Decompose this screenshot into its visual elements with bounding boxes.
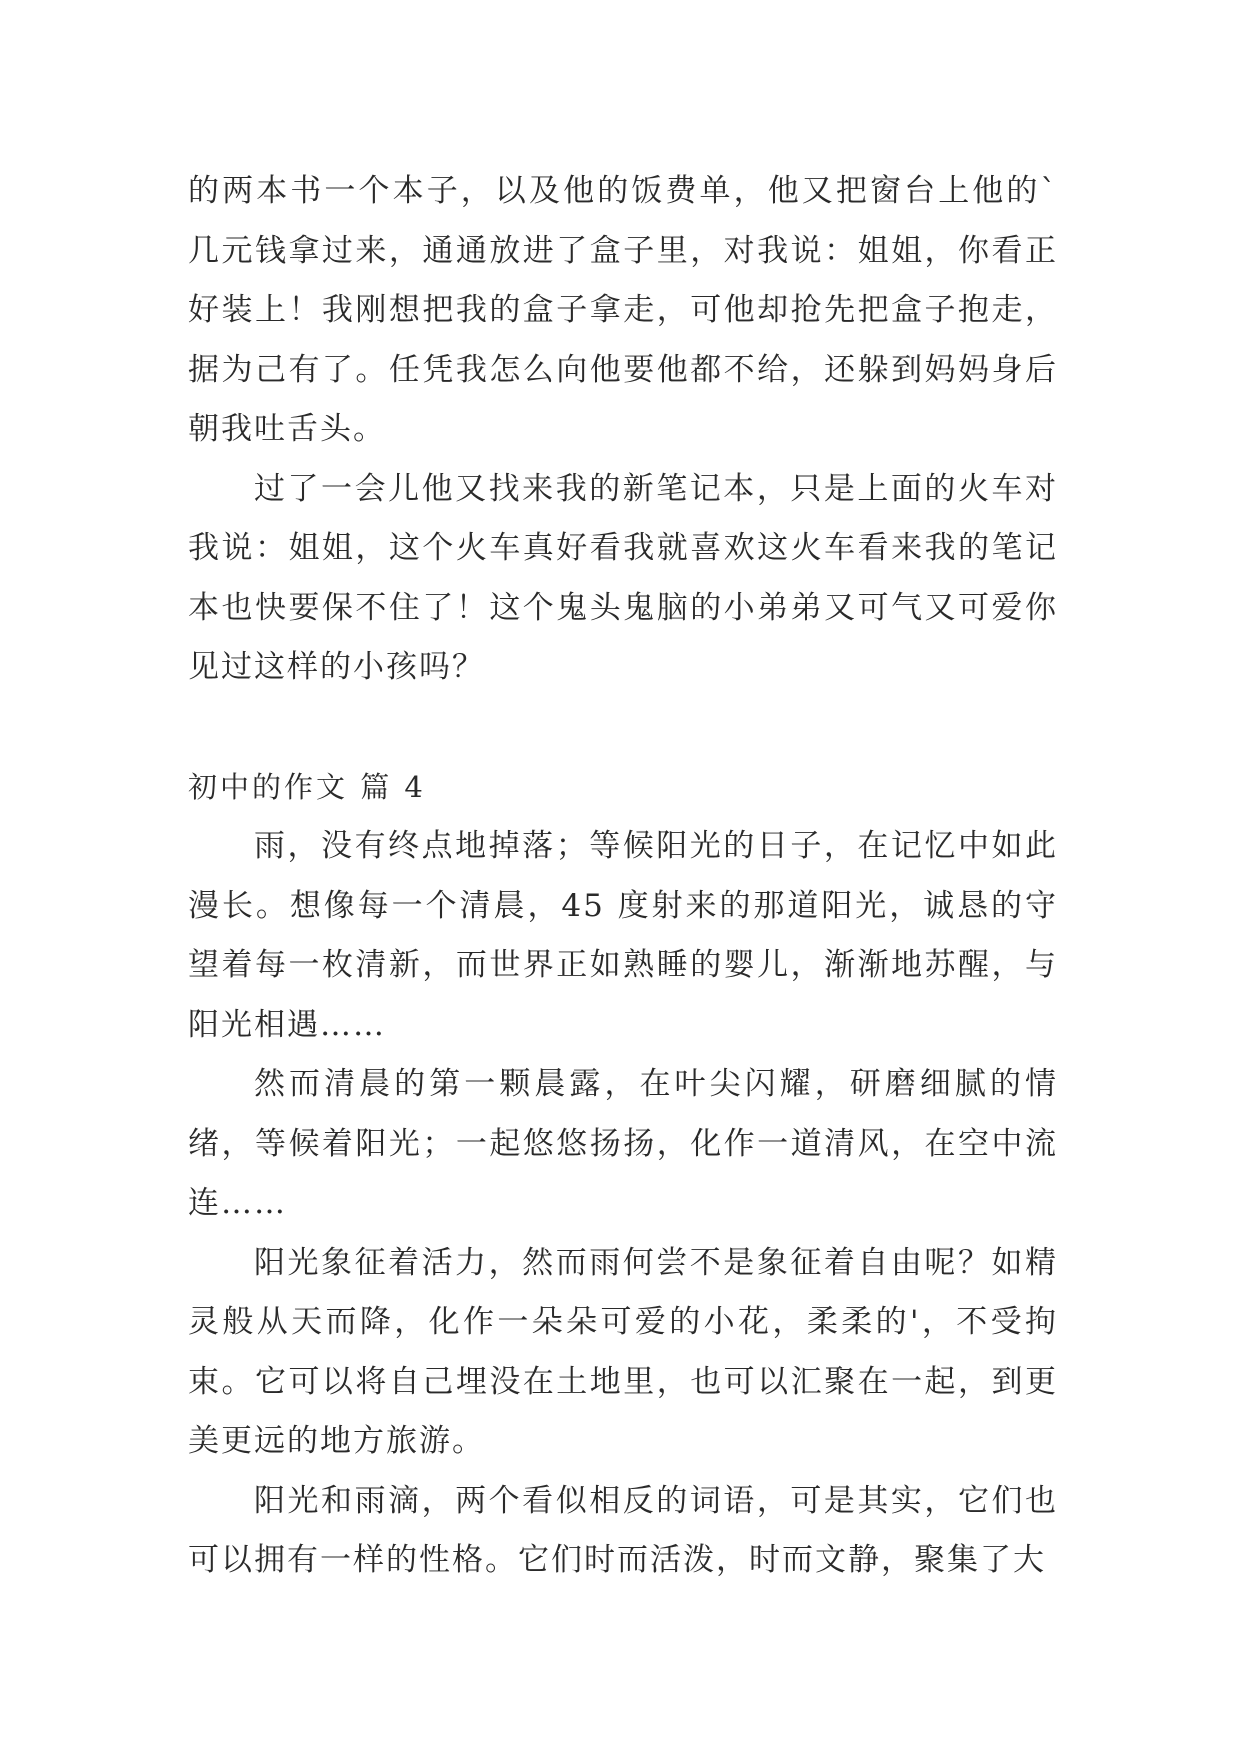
essay-body bbox=[188, 162, 1058, 1591]
essay-paragraph: 阳光象征着活力，然而雨何尝不是象征着自由呢？如精灵般从天而降，化作一朵朵可爱的小花，柔柔的'，不受拘束。它可以将自己埋没在土地里，也可以汇聚在一起，到更美更远的地方旅游。 bbox=[188, 1244, 1058, 1459]
essay-paragraph: 然而清晨的第一颗晨露，在叶尖闪耀，研磨细腻的情绪，等候着阳光；一起悠悠扬扬，化作一道清风，在空中流连…… bbox=[188, 1066, 1058, 1221]
essay-paragraph: 的两本书一个本子，以及他的饭费单，他又把窗台上他的`几元钱拿过来，通通放进了盒子里，对我说：姐姐，你看正好装上！我刚想把我的盒子拿走，可他却抢先把盒子抱走，据为己有了。任凭我怎么向他要他都不给，还躲到妈妈身后朝我吐舌头。 bbox=[188, 173, 1058, 447]
essay-paragraph: 雨，没有终点地掉落；等候阳光的日子，在记忆中如此漫长。想像每一个清晨，45 度射来的那道阳光，诚恳的守望着每一枚清新，而世界正如熟睡的婴儿，渐渐地苏醒，与阳光相遇…… bbox=[188, 828, 1058, 1043]
essay-paragraph: 阳光和雨滴，两个看似相反的词语，可是其实，它们也可以拥有一样的性格。它们时而活泼，时而文静，聚集了大 bbox=[188, 1482, 1058, 1578]
section-spacer bbox=[188, 698, 1058, 758]
essay-paragraph: 过了一会儿他又找来我的新笔记本，只是上面的火车对我说：姐姐，这个火车真好看我就喜欢这火车看来我的笔记本也快要保不住了！这个鬼头鬼脑的小弟弟又可气又可爱你见过这样的小孩吗？ bbox=[188, 470, 1058, 685]
section-heading: 初中的作文 篇 4 bbox=[188, 769, 426, 804]
